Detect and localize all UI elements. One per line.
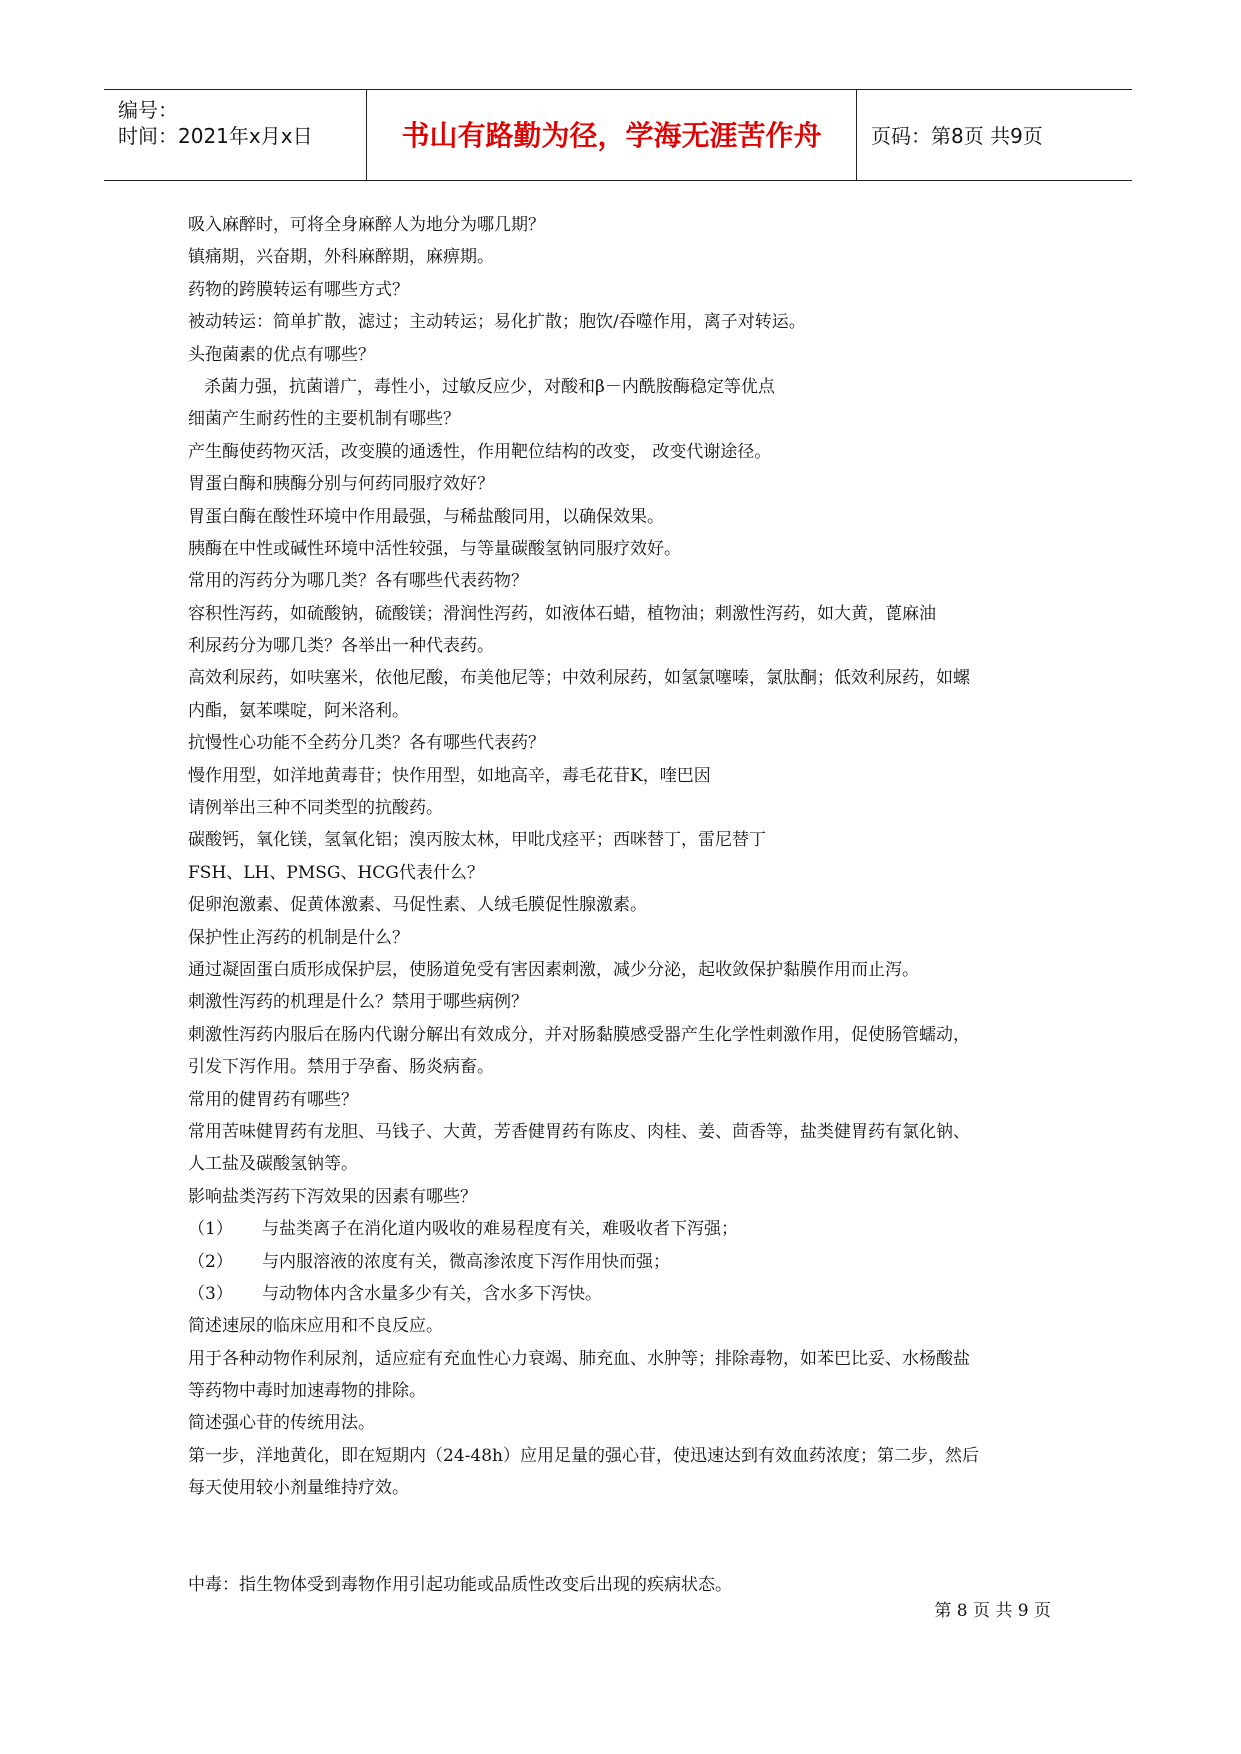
answer-line: 被动转运：简单扩散，滤过；主动转运；易化扩散；胞饮/吞噬作用，离子对转运。 — [188, 312, 806, 333]
item-text: 与动物体内含水量多少有关，含水多下泻快。 — [262, 1283, 602, 1304]
question-line: 简述强心苷的传统用法。 — [188, 1413, 375, 1434]
question-line: FSH、LH、PMSG、HCG代表什么？ — [188, 862, 484, 883]
answer-line: 人工盐及碳酸氢钠等。 — [188, 1154, 358, 1175]
answer-line: 第一步，洋地黄化，即在短期内（24-48h）应用足量的强心苷，使迅速达到有效血药浓度；第二步，然后 — [188, 1445, 979, 1466]
answer-line: 用于各种动物作利尿剂，适应症有充血性心力衰竭、肺充血、水肿等；排除毒物，如苯巴比妥、水杨酸盐 — [188, 1348, 970, 1369]
answer-line: 等药物中毒时加速毒物的排除。 — [188, 1381, 426, 1402]
question-line: 胃蛋白酶和胰酶分别与何药同服疗效好？ — [188, 474, 494, 495]
item-number: （2） — [188, 1251, 233, 1272]
question-line: 请例举出三种不同类型的抗酸药。 — [188, 798, 443, 819]
document-body — [188, 209, 1058, 1601]
page-header — [104, 89, 1132, 181]
item-text: 与内服溶液的浓度有关，微高渗浓度下泻作用快而强； — [262, 1251, 670, 1272]
answer-line: 碳酸钙，氧化镁，氢氧化铝；溴丙胺太林，甲吡戊痉平；西咪替丁，雷尼替丁 — [188, 830, 766, 851]
answer-line: 杀菌力强，抗菌谱广，毒性小，过敏反应少，对酸和β－内酰胺酶稳定等优点 — [204, 376, 775, 397]
answer-line: 镇痛期，兴奋期，外科麻醉期，麻痹期。 — [188, 247, 494, 268]
header-meta — [104, 90, 367, 180]
numbered-item — [188, 1213, 1058, 1245]
answer-line: 产生酶使药物灭活，改变膜的通透性，作用靶位结构的改变， 改变代谢途径。 — [188, 441, 772, 462]
page-info: 页码：第8页 共9页 — [871, 124, 1043, 148]
answer-line: 每天使用较小剂量维持疗效。 — [188, 1478, 409, 1499]
question-line: 抗慢性心功能不全药分几类？各有哪些代表药？ — [188, 733, 545, 754]
spacer — [188, 1505, 1058, 1569]
item-number: （1） — [188, 1219, 233, 1240]
question-line: 保护性止泻药的机制是什么？ — [188, 927, 409, 948]
question-line: 细菌产生耐药性的主要机制有哪些？ — [188, 409, 460, 430]
question-line: 简述速尿的临床应用和不良反应。 — [188, 1316, 443, 1337]
definition-line: 中毒：指生物体受到毒物作用引起功能或品质性改变后出现的疾病状态。 — [188, 1574, 732, 1595]
question-line: 药物的跨膜转运有哪些方式？ — [188, 279, 409, 300]
answer-line: 慢作用型，如洋地黄毒苷；快作用型，如地高辛，毒毛花苷K，喹巴因 — [188, 765, 711, 786]
question-line: 利尿药分为哪几类？各举出一种代表药。 — [188, 636, 494, 657]
answer-line: 刺激性泻药内服后在肠内代谢分解出有效成分，并对肠黏膜感受器产生化学性刺激作用，促使肠管蠕动， — [188, 1024, 970, 1045]
answer-line: 常用苦味健胃药有龙胆、马钱子、大黄，芳香健胃药有陈皮、肉桂、姜、茴香等，盐类健胃药有氯化钠、 — [188, 1121, 970, 1142]
numbered-item — [188, 1246, 1058, 1278]
item-number: （3） — [188, 1283, 233, 1304]
answer-line: 促卵泡激素、促黄体激素、马促性素、人绒毛膜促性腺激素。 — [188, 895, 647, 916]
numbered-item — [188, 1278, 1058, 1310]
answer-line: 内酯，氨苯喋啶，阿米洛利。 — [188, 700, 409, 721]
question-line: 常用的泻药分为哪几类？各有哪些代表药物？ — [188, 571, 528, 592]
motto: 书山有路勤为径，学海无涯苦作舟 — [367, 90, 857, 180]
page-footer: 第 8 页 共 9 页 — [934, 1601, 1051, 1621]
question-line: 影响盐类泻药下泻效果的因素有哪些？ — [188, 1186, 477, 1207]
question-line: 吸入麻醉时，可将全身麻醉人为地分为哪几期？ — [188, 215, 545, 235]
question-line: 刺激性泻药的机理是什么？禁用于哪些病例？ — [188, 992, 528, 1013]
answer-line: 高效利尿药，如呋塞米，依他尼酸，布美他尼等；中效利尿药，如氢氯噻嗪，氯肽酮；低效利尿药，如螺 — [188, 668, 970, 689]
question-line: 常用的健胃药有哪些？ — [188, 1089, 358, 1110]
answer-line: 胰酶在中性或碱性环境中活性较强，与等量碳酸氢钠同服疗效好。 — [188, 538, 681, 559]
answer-line: 引发下泻作用。禁用于孕畜、肠炎病畜。 — [188, 1057, 494, 1078]
time-label: 时间：2021年x月x日 — [118, 124, 313, 148]
question-line: 头孢菌素的优点有哪些？ — [188, 344, 375, 365]
answer-line: 胃蛋白酶在酸性环境中作用最强，与稀盐酸同用，以确保效果。 — [188, 506, 664, 527]
answer-line: 通过凝固蛋白质形成保护层，使肠道免受有害因素刺激，减少分泌，起收敛保护黏膜作用而止泻。 — [188, 959, 919, 980]
number-label: 编号： — [118, 98, 178, 122]
item-text: 与盐类离子在消化道内吸收的难易程度有关，难吸收者下泻强； — [262, 1219, 738, 1240]
answer-line: 容积性泻药，如硫酸钠，硫酸镁；滑润性泻药，如液体石蜡，植物油；刺激性泻药，如大黄，蓖麻油 — [188, 603, 936, 624]
